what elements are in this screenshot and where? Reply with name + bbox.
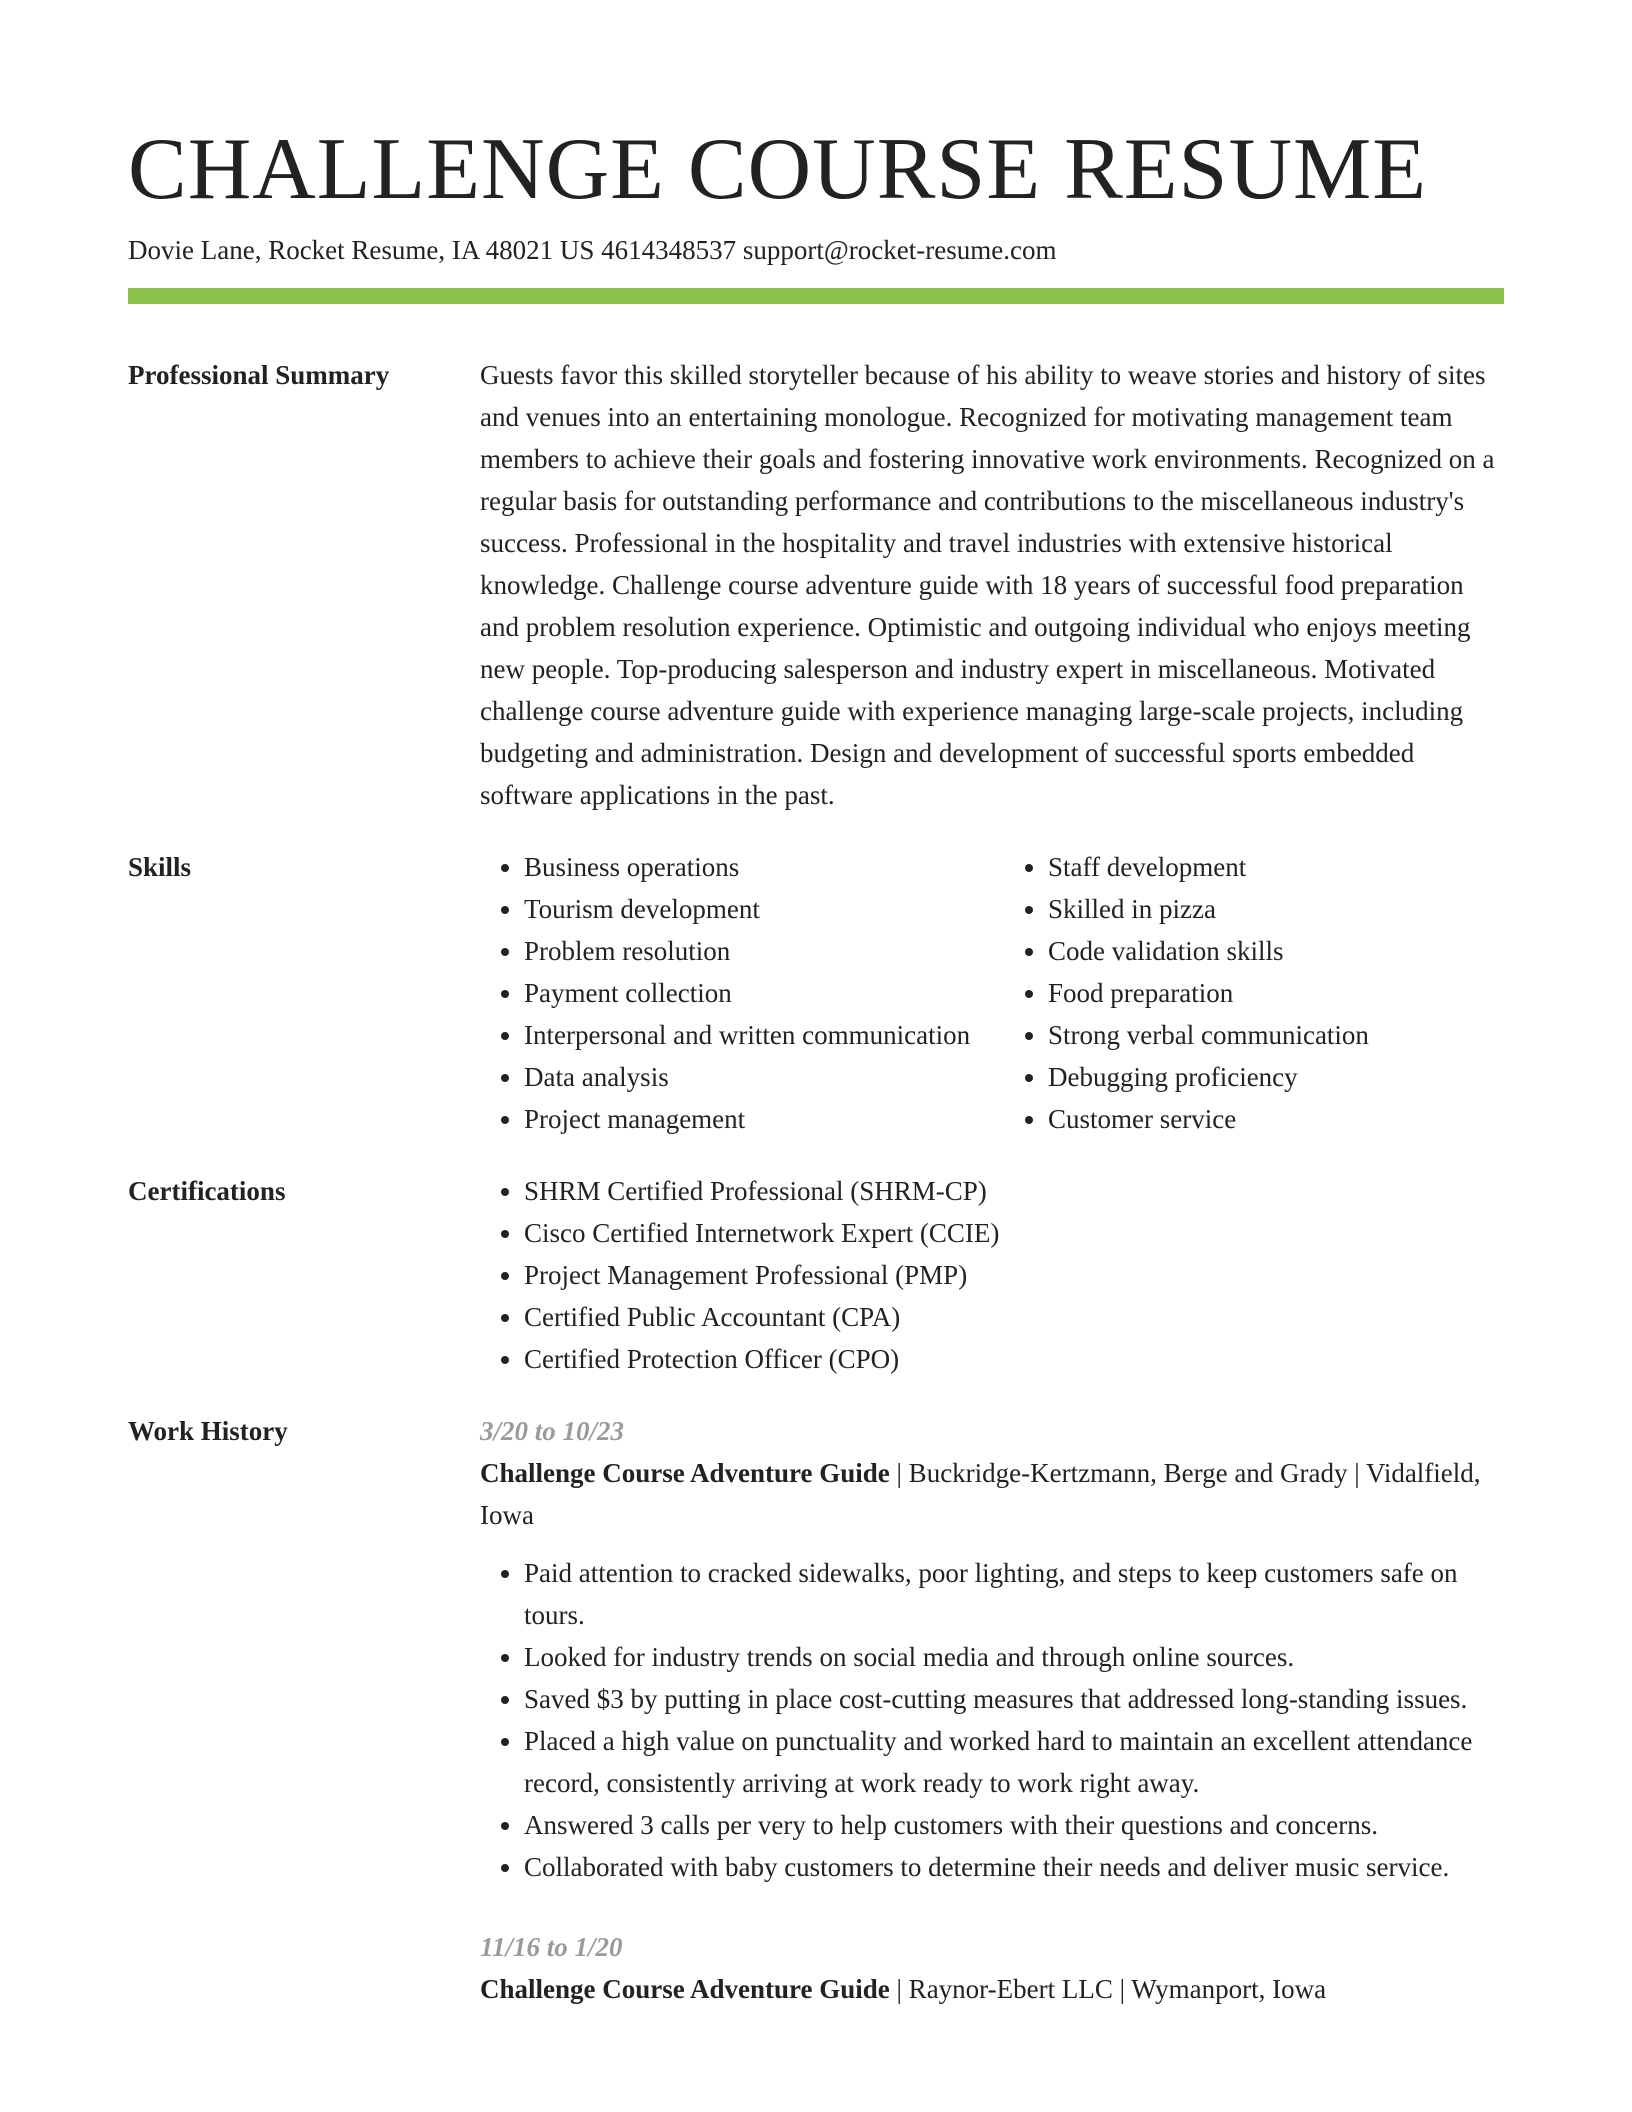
skills-list-right <box>1004 846 1508 1140</box>
skill-item: • Code validation skills <box>1048 930 1508 972</box>
accent-divider <box>128 288 1504 304</box>
section-title-skills: Skills <box>128 852 192 882</box>
summary-section <box>128 354 1504 816</box>
job-title: Challenge Course Adventure Guide <box>480 1974 890 2004</box>
jobs-container <box>480 1410 1504 2048</box>
certifications-list <box>480 1170 1504 1380</box>
job-entry <box>480 1410 1504 1888</box>
summary-text: Guests favor this skilled storyteller because of his ability to weave stories and history of sites and venues into an entertaining monologue. Recognized for motivating management team members to achieve their goals and fostering innovative work environments. Recognized on a regular basis for outstanding performance and contributions to the miscellaneous industry's success. Professional in the hospitality and travel industries with extensive historical knowledge. Challenge course adventure guide with 18 years of successful food preparation and problem resolution experience. Optimistic and outgoing individual who enjoys meeting new people. Top-producing salesperson and industry expert in miscellaneous. Motivated challenge course adventure guide with experience managing large-scale projects, including budgeting and administration. Design and development of successful sports embedded software applications in the past. <box>480 360 1495 810</box>
skill-item: • Debugging proficiency <box>1048 1056 1508 1098</box>
resume-page <box>128 118 1504 2048</box>
skill-item: • Strong verbal communication <box>1048 1014 1508 1056</box>
job-employer-location: | Raynor-Ebert LLC | Wymanport, Iowa <box>889 1974 1327 2004</box>
skill-item: • Tourism development <box>524 888 984 930</box>
skill-item: • Food preparation <box>1048 972 1508 1014</box>
work-history-section <box>128 1410 1504 2048</box>
job-duty-item: • Looked for industry trends on social media and through online sources. <box>524 1636 1504 1678</box>
job-employer-location: | Buckridge-Kertzmann, Berge and Grady | Vidalfield, Iowa <box>480 1458 1481 1530</box>
section-title-summary: Professional Summary <box>128 360 390 390</box>
job-dates: 11/16 to 1/20 <box>480 1932 623 1962</box>
skill-item: • Staff development <box>1048 846 1508 888</box>
skill-item: • Skilled in pizza <box>1048 888 1508 930</box>
job-heading <box>480 1452 1504 1536</box>
skill-item: • Data analysis <box>524 1056 984 1098</box>
skill-item: • Business operations <box>524 846 984 888</box>
certification-item: • Cisco Certified Internetwork Expert (CCIE) <box>524 1212 1504 1254</box>
skill-item: • Payment collection <box>524 972 984 1014</box>
skills-section <box>128 846 1504 1140</box>
job-entry <box>480 1926 1504 2010</box>
certification-item: • Certified Protection Officer (CPO) <box>524 1338 1504 1380</box>
skills-list-left <box>480 846 984 1140</box>
skill-item: • Interpersonal and written communication <box>524 1014 984 1056</box>
resume-title: CHALLENGE COURSE RESUME <box>128 121 1428 218</box>
section-title-work-history: Work History <box>128 1416 288 1446</box>
job-duty-item: • Placed a high value on punctuality and worked hard to maintain an excellent attendance record, consistently arriving at work ready to work right away. <box>524 1720 1504 1804</box>
job-dates: 3/20 to 10/23 <box>480 1416 625 1446</box>
skill-item: • Customer service <box>1048 1098 1508 1140</box>
job-duty-item: • Answered 3 calls per very to help customers with their questions and concerns. <box>524 1804 1504 1846</box>
job-duty-item: • Paid attention to cracked sidewalks, poor lighting, and steps to keep customers safe on tours. <box>524 1552 1504 1636</box>
certification-item: • Certified Public Accountant (CPA) <box>524 1296 1504 1338</box>
certification-item: • Project Management Professional (PMP) <box>524 1254 1504 1296</box>
job-title: Challenge Course Adventure Guide <box>480 1458 890 1488</box>
job-duty-item: • Saved $3 by putting in place cost-cutting measures that addressed long-standing issues. <box>524 1678 1504 1720</box>
certification-item: • SHRM Certified Professional (SHRM-CP) <box>524 1170 1504 1212</box>
contact-line: Dovie Lane, Rocket Resume, IA 48021 US 4614348537 support@rocket-resume.com <box>128 235 1057 265</box>
job-duty-item: • Collaborated with baby customers to determine their needs and deliver music service. <box>524 1846 1504 1888</box>
section-title-certifications: Certifications <box>128 1176 286 1206</box>
skill-item: • Project management <box>524 1098 984 1140</box>
skill-item: • Problem resolution <box>524 930 984 972</box>
job-heading <box>480 1968 1504 2010</box>
certifications-section <box>128 1170 1504 1380</box>
job-duties-list <box>480 1552 1504 1888</box>
